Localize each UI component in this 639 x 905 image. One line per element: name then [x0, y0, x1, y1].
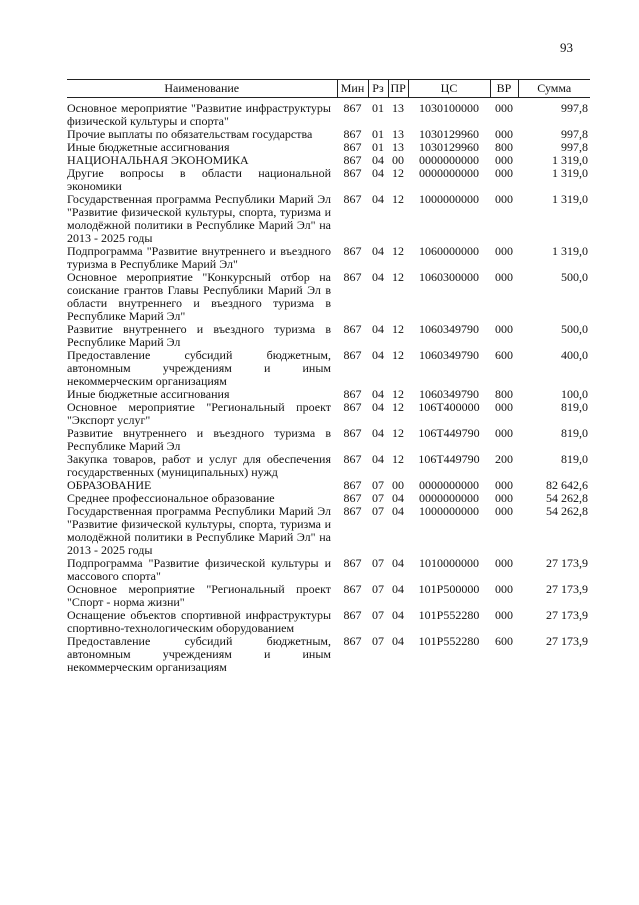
vr-cell: 000	[495, 244, 513, 258]
vr-cell: 000	[495, 400, 513, 414]
rz-cell: 07	[372, 478, 384, 492]
cs-cell: 1060300000	[419, 270, 479, 284]
vr-cell: 000	[495, 322, 513, 336]
vr-cell: 000	[495, 192, 513, 206]
pr-cell: 12	[392, 244, 404, 258]
column-header-pr: ПР	[388, 80, 408, 98]
sum-cell: 997,8	[561, 101, 588, 115]
rz-cell: 07	[372, 608, 384, 622]
cs-cell: 0000000000	[419, 153, 479, 167]
rz-cell: 04	[372, 153, 384, 167]
cs-cell: 0000000000	[419, 478, 479, 492]
name-cell: Государственная программа Республики Марий Эл "Развитие физической культуры, спорта, туризма и молодёжной политики в Республике Марий Эл" на 2013 - 2025 годы	[67, 192, 331, 245]
pr-cell: 04	[392, 582, 404, 596]
min-cell: 867	[343, 582, 362, 596]
vr-cell: 800	[495, 387, 513, 401]
vr-cell: 800	[495, 140, 513, 154]
min-cell: 867	[343, 322, 362, 336]
table-row	[67, 323, 590, 349]
min-cell: 867	[343, 166, 362, 180]
name-cell: Иные бюджетные ассигнования	[67, 140, 230, 154]
table-body	[67, 102, 590, 674]
name-cell: Развитие внутреннего и въездного туризма в Республике Марий Эл	[67, 426, 331, 453]
min-cell: 867	[343, 348, 362, 362]
name-cell: Закупка товаров, работ и услуг для обеспечения государственных (муниципальных) нужд	[67, 452, 331, 479]
pr-cell: 12	[392, 192, 404, 206]
table-row	[67, 427, 590, 453]
vr-cell: 600	[495, 348, 513, 362]
min-cell: 867	[343, 387, 362, 401]
sum-cell: 500,0	[561, 322, 588, 336]
column-header-cs: ЦС	[408, 80, 490, 98]
rz-cell: 04	[372, 426, 384, 440]
pr-cell: 13	[392, 127, 404, 141]
cs-cell: 1030129960	[419, 127, 479, 141]
pr-cell: 04	[392, 556, 404, 570]
table-row	[67, 609, 590, 635]
cs-cell: 1000000000	[419, 192, 479, 206]
vr-cell: 000	[495, 608, 513, 622]
cs-cell: 101Р552280	[418, 608, 480, 622]
min-cell: 867	[343, 270, 362, 284]
min-cell: 867	[343, 400, 362, 414]
name-cell: Государственная программа Республики Марий Эл "Развитие физической культуры, спорта, туризма и молодёжной политики в Республике Марий Эл" на 2013 - 2025 годы	[67, 504, 331, 557]
min-cell: 867	[343, 101, 362, 115]
pr-cell: 04	[392, 608, 404, 622]
rz-cell: 04	[372, 387, 384, 401]
cs-cell: 106Т449790	[418, 452, 480, 466]
min-cell: 867	[343, 244, 362, 258]
sum-cell: 997,8	[561, 140, 588, 154]
min-cell: 867	[343, 608, 362, 622]
pr-cell: 12	[392, 452, 404, 466]
sum-cell: 27 173,9	[546, 556, 588, 570]
vr-cell: 000	[495, 504, 513, 518]
min-cell: 867	[343, 556, 362, 570]
name-cell: Среднее профессиональное образование	[67, 491, 275, 505]
cs-cell: 0000000000	[419, 166, 479, 180]
rz-cell: 01	[372, 140, 384, 154]
name-cell: Предоставление субсидий бюджетным, автономным учреждениям и иным некоммерческим организациям	[67, 348, 331, 388]
pr-cell: 12	[392, 322, 404, 336]
pr-cell: 12	[392, 400, 404, 414]
sum-cell: 27 173,9	[546, 634, 588, 648]
vr-cell: 000	[495, 491, 513, 505]
sum-cell: 1 319,0	[552, 192, 588, 206]
table-row	[67, 245, 590, 271]
cs-cell: 1060349790	[419, 322, 479, 336]
rz-cell: 07	[372, 491, 384, 505]
table-row	[67, 102, 590, 128]
sum-cell: 997,8	[561, 127, 588, 141]
table-row	[67, 401, 590, 427]
pr-cell: 00	[392, 153, 404, 167]
name-cell: Подпрограмма "Развитие внутреннего и въездного туризма в Республике Марий Эл"	[67, 244, 331, 271]
pr-cell: 04	[392, 504, 404, 518]
vr-cell: 000	[495, 582, 513, 596]
name-cell: Подпрограмма "Развитие физической культуры и массового спорта"	[67, 556, 331, 583]
sum-cell: 819,0	[561, 400, 588, 414]
min-cell: 867	[343, 634, 362, 648]
page-number: 93	[560, 40, 573, 55]
name-cell: Другие вопросы в области национальной экономики	[67, 166, 331, 193]
vr-cell: 000	[495, 101, 513, 115]
cs-cell: 101Р500000	[418, 582, 480, 596]
min-cell: 867	[343, 478, 362, 492]
column-header-vr: ВР	[490, 80, 518, 98]
sum-cell: 1 319,0	[552, 153, 588, 167]
pr-cell: 12	[392, 387, 404, 401]
cs-cell: 106Т400000	[418, 400, 480, 414]
name-cell: Развитие внутреннего и въездного туризма в Республике Марий Эл	[67, 322, 331, 349]
min-cell: 867	[343, 452, 362, 466]
name-cell: Основное мероприятие "Развитие инфраструктуры физической культуры и спорта"	[67, 101, 331, 128]
cs-cell: 1030100000	[419, 101, 479, 115]
vr-cell: 000	[495, 166, 513, 180]
sum-cell: 1 319,0	[552, 244, 588, 258]
column-header-name: Наименование	[67, 80, 337, 98]
column-header-rz: Рз	[368, 80, 388, 98]
cs-cell: 1010000000	[419, 556, 479, 570]
table-row	[67, 167, 590, 193]
pr-cell: 00	[392, 478, 404, 492]
table-row	[67, 635, 590, 674]
min-cell: 867	[343, 426, 362, 440]
rz-cell: 01	[372, 101, 384, 115]
rz-cell: 04	[372, 270, 384, 284]
rz-cell: 07	[372, 504, 384, 518]
rz-cell: 07	[372, 556, 384, 570]
name-cell: Иные бюджетные ассигнования	[67, 387, 230, 401]
min-cell: 867	[343, 192, 362, 206]
rz-cell: 04	[372, 348, 384, 362]
name-cell: ОБРАЗОВАНИЕ	[67, 478, 152, 492]
table-row	[67, 583, 590, 609]
pr-cell: 12	[392, 426, 404, 440]
pr-cell: 13	[392, 101, 404, 115]
rz-cell: 04	[372, 322, 384, 336]
budget-table	[67, 79, 590, 674]
sum-cell: 54 262,8	[546, 504, 588, 518]
sum-cell: 1 319,0	[552, 166, 588, 180]
sum-cell: 54 262,8	[546, 491, 588, 505]
sum-cell: 819,0	[561, 426, 588, 440]
sum-cell: 27 173,9	[546, 608, 588, 622]
vr-cell: 600	[495, 634, 513, 648]
table-row	[67, 557, 590, 583]
pr-cell: 12	[392, 348, 404, 362]
min-cell: 867	[343, 504, 362, 518]
sum-cell: 819,0	[561, 452, 588, 466]
pr-cell: 04	[392, 634, 404, 648]
column-header-sum: Сумма	[518, 80, 590, 98]
pr-cell: 12	[392, 166, 404, 180]
rz-cell: 07	[372, 582, 384, 596]
pr-cell: 04	[392, 491, 404, 505]
table-row	[67, 349, 590, 388]
vr-cell: 000	[495, 426, 513, 440]
rz-cell: 04	[372, 244, 384, 258]
column-header-min: Мин	[337, 80, 368, 98]
table-header-row	[67, 80, 590, 98]
sum-cell: 100,0	[561, 387, 588, 401]
min-cell: 867	[343, 491, 362, 505]
sum-cell: 500,0	[561, 270, 588, 284]
vr-cell: 000	[495, 153, 513, 167]
vr-cell: 000	[495, 556, 513, 570]
min-cell: 867	[343, 127, 362, 141]
cs-cell: 101Р552280	[418, 634, 480, 648]
min-cell: 867	[343, 140, 362, 154]
name-cell: Основное мероприятие "Региональный проект "Экспорт услуг"	[67, 400, 331, 427]
pr-cell: 13	[392, 140, 404, 154]
name-cell: Основное мероприятие "Региональный проект "Спорт - норма жизни"	[67, 582, 331, 609]
sum-cell: 400,0	[561, 348, 588, 362]
table-row	[67, 505, 590, 557]
rz-cell: 04	[372, 166, 384, 180]
vr-cell: 000	[495, 478, 513, 492]
rz-cell: 04	[372, 400, 384, 414]
name-cell: НАЦИОНАЛЬНАЯ ЭКОНОМИКА	[67, 153, 249, 167]
table-row	[67, 453, 590, 479]
cs-cell: 106Т449790	[418, 426, 480, 440]
sum-cell: 82 642,6	[546, 478, 588, 492]
name-cell: Оснащение объектов спортивной инфраструктуры спортивно-технологическим оборудованием	[67, 608, 331, 635]
cs-cell: 0000000000	[419, 491, 479, 505]
pr-cell: 12	[392, 270, 404, 284]
vr-cell: 000	[495, 270, 513, 284]
name-cell: Прочие выплаты по обязательствам государства	[67, 127, 313, 141]
cs-cell: 1030129960	[419, 140, 479, 154]
rz-cell: 04	[372, 192, 384, 206]
cs-cell: 1060000000	[419, 244, 479, 258]
min-cell: 867	[343, 153, 362, 167]
rz-cell: 04	[372, 452, 384, 466]
table-row	[67, 271, 590, 323]
vr-cell: 000	[495, 127, 513, 141]
rz-cell: 07	[372, 634, 384, 648]
vr-cell: 200	[495, 452, 513, 466]
sum-cell: 27 173,9	[546, 582, 588, 596]
name-cell: Предоставление субсидий бюджетным, автономным учреждениям и иным некоммерческим организациям	[67, 634, 331, 674]
name-cell: Основное мероприятие "Конкурсный отбор на соискание грантов Главы Республики Марий Эл в области внутреннего и въездного туризма в Республике Марий Эл"	[67, 270, 331, 323]
table-row	[67, 193, 590, 245]
rz-cell: 01	[372, 127, 384, 141]
cs-cell: 1000000000	[419, 504, 479, 518]
cs-cell: 1060349790	[419, 387, 479, 401]
cs-cell: 1060349790	[419, 348, 479, 362]
